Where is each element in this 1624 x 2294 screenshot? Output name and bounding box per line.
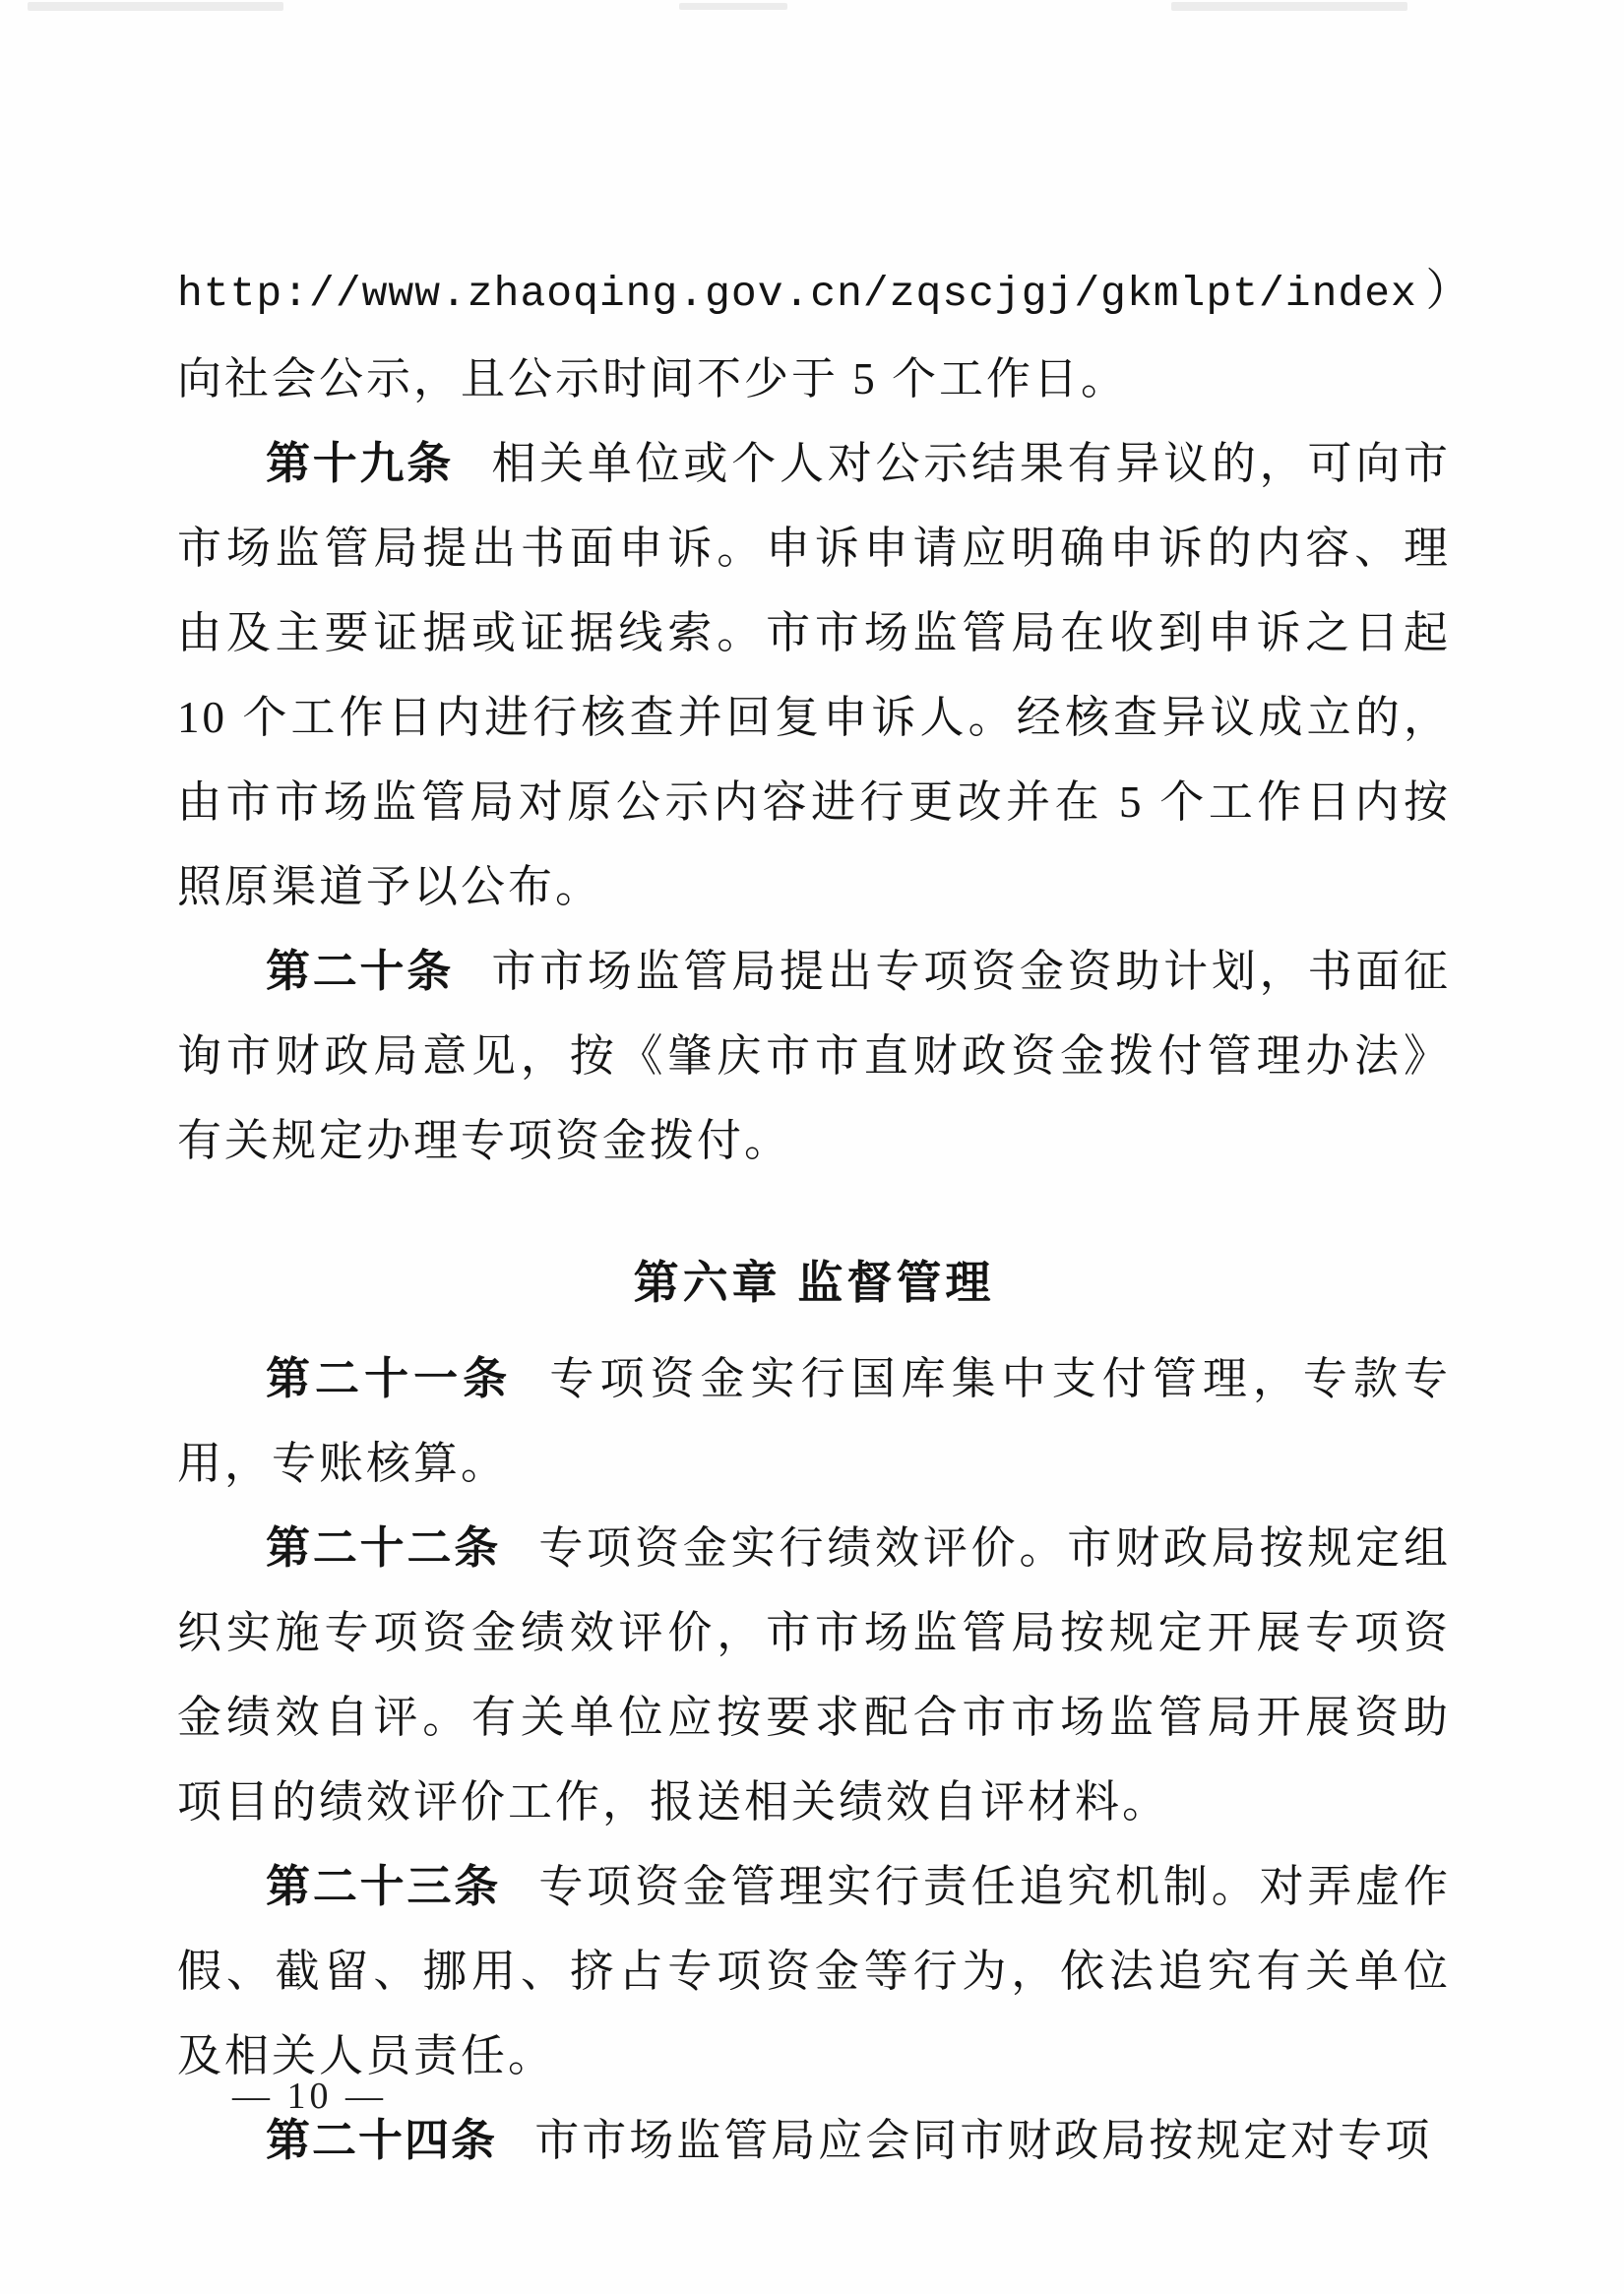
- url-text: http://www.zhaoqing.gov.cn/zqscjgj/gkmlpt/index: [177, 270, 1417, 318]
- article-21-text: 专项资金实行国库集中支付管理，专款专用，专账核算。: [177, 1354, 1451, 1488]
- paragraph-article-20: [177, 929, 1451, 1183]
- paragraph-article-23: [177, 1844, 1451, 2098]
- article-22-text: 专项资金实行绩效评价。市财政局按规定组织实施专项资金绩效评价，市市场监管局按规定开展专项资金绩效自评。有关单位应按要求配合市市场监管局开展资助项目的绩效评价工作，报送相关绩效自评材料。: [177, 1523, 1451, 1827]
- article-24-number: 第二十四条: [266, 2115, 498, 2165]
- paragraph-text: ）向社会公示，且公示时间不少于 5 个工作日。: [177, 266, 1451, 403]
- article-22-number: 第二十二条: [266, 1522, 502, 1573]
- paragraph-article-19: [177, 421, 1451, 929]
- chapter-heading: 第六章 监督管理: [633, 1257, 995, 1308]
- paragraph-article-21: [177, 1336, 1451, 1506]
- article-23-text: 专项资金管理实行责任追究机制。对弄虚作假、截留、挪用、挤占专项资金等行为，依法追究有关单位及相关人员责任。: [177, 1862, 1451, 2080]
- article-21-number: 第二十一条: [266, 1353, 513, 1403]
- article-19-number: 第十九条: [266, 438, 455, 488]
- article-20-text: 市市场监管局提出专项资金资助计划，书面征询市财政局意见，按《肇庆市市直财政资金拨付管理办法》有关规定办理专项资金拨付。: [177, 947, 1451, 1165]
- page-number: — 10 —: [232, 2076, 387, 2117]
- document-body: [177, 248, 1451, 2183]
- scan-artifact: [679, 3, 787, 10]
- article-20-number: 第二十条: [266, 946, 455, 996]
- scan-artifact: [28, 2, 283, 11]
- article-19-text: 相关单位或个人对公示结果有异议的，可向市市场监管局提出书面申诉。申诉申请应明确申诉的内容、理由及主要证据或证据线索。市市场监管局在收到申诉之日起 10 个工作日内进行核查并回复申诉人。经核查异议成立的，由市市场监管局对原公示内容进行更改并在 5 个工作日内按照原渠道予以公布。: [177, 439, 1451, 911]
- paragraph-article-22: [177, 1506, 1451, 1844]
- paragraph-continuation: [177, 248, 1451, 421]
- article-23-number: 第二十三条: [266, 1861, 502, 1911]
- scan-artifact: [1171, 2, 1407, 11]
- article-24-text: 市市场监管局应会同市财政局按规定对专项: [534, 2116, 1433, 2165]
